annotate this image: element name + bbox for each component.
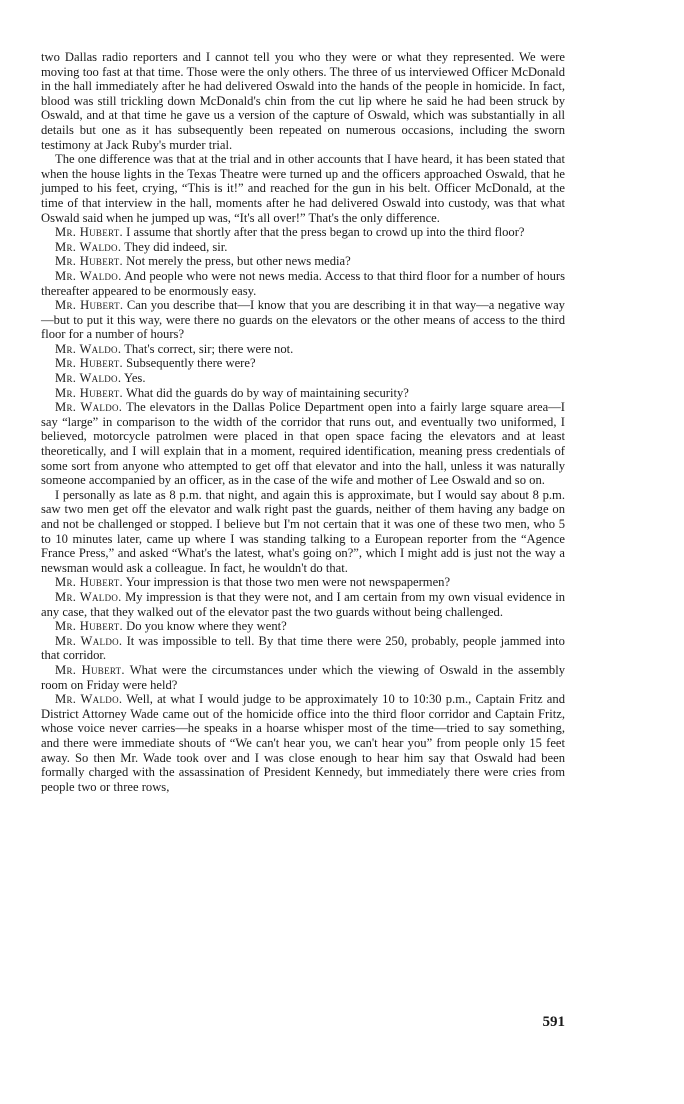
speaker-label: Mr. Hubert. [55, 662, 125, 677]
speaker-label: Mr. Hubert. [55, 385, 124, 400]
testimony-line [41, 619, 565, 634]
speaker-label: Mr. Waldo. [55, 692, 123, 707]
testimony-line [41, 386, 565, 401]
testimony-line [41, 298, 565, 342]
testimony-text: What did the guards do by way of maintaining security? [125, 385, 409, 400]
speaker-label: Mr. Hubert. [55, 254, 124, 269]
paragraph [41, 488, 565, 576]
testimony-text: They did indeed, sir. [124, 239, 228, 254]
testimony-line [41, 225, 565, 240]
testimony-line [41, 342, 565, 357]
speaker-label: Mr. Hubert. [55, 356, 124, 371]
page-number: 591 [542, 1014, 565, 1030]
document-body [41, 50, 565, 794]
testimony-line [41, 371, 565, 386]
testimony-text: Do you know where they went? [126, 619, 287, 634]
testimony-text: That's correct, sir; there were not. [124, 341, 294, 356]
testimony-text: My impression is that they were not, and I am certain from my own visual evidence in any case, that they walked out of the elevator past the two guards without being challenged. [41, 589, 565, 619]
speaker-label: Mr. Waldo. [55, 589, 122, 604]
testimony-text: What were the circumstances under which the viewing of Oswald in the assembly room on Friday were held? [41, 662, 565, 692]
speaker-label: Mr. Waldo. [55, 633, 123, 648]
speaker-label: Mr. Hubert. [55, 225, 124, 240]
speaker-label: Mr. Hubert. [55, 619, 124, 634]
testimony-line [41, 634, 565, 663]
paragraph-text: I personally as late as 8 p.m. that night, and again this is approximate, but I would say about 8 p.m. saw two men get off the elevator and walk right past the guards, neither of them having any badge on and not be challenged or stopped. I believe but I'm not certain that it was one of these two men, who 5 to 10 minutes later, came up where I was standing talking to a European reporter from the “Agence France Press,” and asked “What's the latest, what's going on?”, which I might add is just not the way a newsman would ask a colleague. In fact, he wouldn't do that. [41, 487, 565, 575]
testimony-line [41, 575, 565, 590]
speaker-label: Mr. Waldo. [55, 400, 123, 415]
testimony-text: Well, at what I would judge to be approximately 10 to 10:30 p.m., Captain Fritz and District Attorney Wade came out of the homicide office into the third floor corridor and Captain Fritz, whose voice never carries—he speaks in a hoarse whisper most of the time—tried to say something, and there were immediate shouts of “We can't hear you, we can't hear you” from people only 15 feet away. So then Mr. Wade took over and I was close enough to hear him say that Oswald had been formally charged with the assassination of President Kennedy, but immediately there were cries from people two or three rows, [41, 692, 565, 794]
speaker-label: Mr. Waldo. [55, 341, 122, 356]
testimony-line [41, 356, 565, 371]
speaker-label: Mr. Waldo. [55, 239, 122, 254]
paragraph-text: two Dallas radio reporters and I cannot tell you who they were or what they represented. We were moving too fast at that time. Those were the only others. The three of us interviewed Officer McDonald in the hall immediately after he had delivered Oswald into the hands of the people in homicide. In fact, blood was still trickling down McDonald's chin from the cut lip where he said he had been struck by Oswald, and at that time he gave us a version of the capture of Oswald, which was substantially in all details but one as it has subsequently been repeated on numerous occasions, including the sworn testimony at Jack Ruby's murder trial. [41, 50, 565, 152]
testimony-text: Subsequently there were? [126, 356, 256, 371]
testimony-text: The elevators in the Dallas Police Department open into a fairly large square area—I say “large” in comparison to the width of the corridor that runs out, and eventually two uniformed, I believed, motorcycle patrolmen were placed in that open space facing the elevators and at least theoretically, and I will explain that in a moment, required identification, meaning press credentials of some sort from anyone who attempted to get off that elevator and into the hall, unless it was naturally someone accompanied by an officer, as in the case of the wife and mother of Lee Oswald and so on. [41, 400, 565, 488]
testimony-text: It was impossible to tell. By that time there were 250, probably, people jammed into that corridor. [41, 633, 565, 663]
testimony-line [41, 254, 565, 269]
testimony-line [41, 400, 565, 488]
speaker-label: Mr. Hubert. [55, 298, 124, 313]
paragraph [41, 152, 565, 225]
testimony-line [41, 269, 565, 298]
testimony-text: Yes. [124, 371, 146, 386]
testimony-text: Your impression is that those two men were not newspapermen? [125, 575, 451, 590]
speaker-label: Mr. Hubert. [55, 575, 124, 590]
paragraph [41, 50, 565, 152]
testimony-text: Not merely the press, but other news media? [126, 254, 351, 269]
speaker-label: Mr. Waldo. [55, 268, 122, 283]
testimony-line [41, 663, 565, 692]
testimony-text: Can you describe that—I know that you are describing it in that way—a negative way—but to put it this way, were there no guards on the elevators or the other means of access to the third floor for a number of hours? [41, 298, 565, 342]
testimony-text: I assume that shortly after that the press began to crowd up into the third floor? [126, 225, 525, 240]
testimony-line [41, 240, 565, 255]
paragraph-text: The one difference was that at the trial and in other accounts that I have heard, it has been stated that when the house lights in the Texas Theatre were turned up and the officers approached Oswald, that he jumped to his feet, crying, “This is it!” and reached for the gun in his belt. Officer McDonald, at the time of that interview in the hall, moments after he had delivered Oswald into custody, was that what Oswald said when he jumped up was, “It's all over!” That's the only difference. [41, 152, 565, 225]
testimony-line [41, 590, 565, 619]
testimony-text: And people who were not news media. Access to that third floor for a number of hours thereafter appeared to be enormously easy. [41, 268, 565, 298]
speaker-label: Mr. Waldo. [55, 371, 122, 386]
testimony-line [41, 692, 565, 794]
